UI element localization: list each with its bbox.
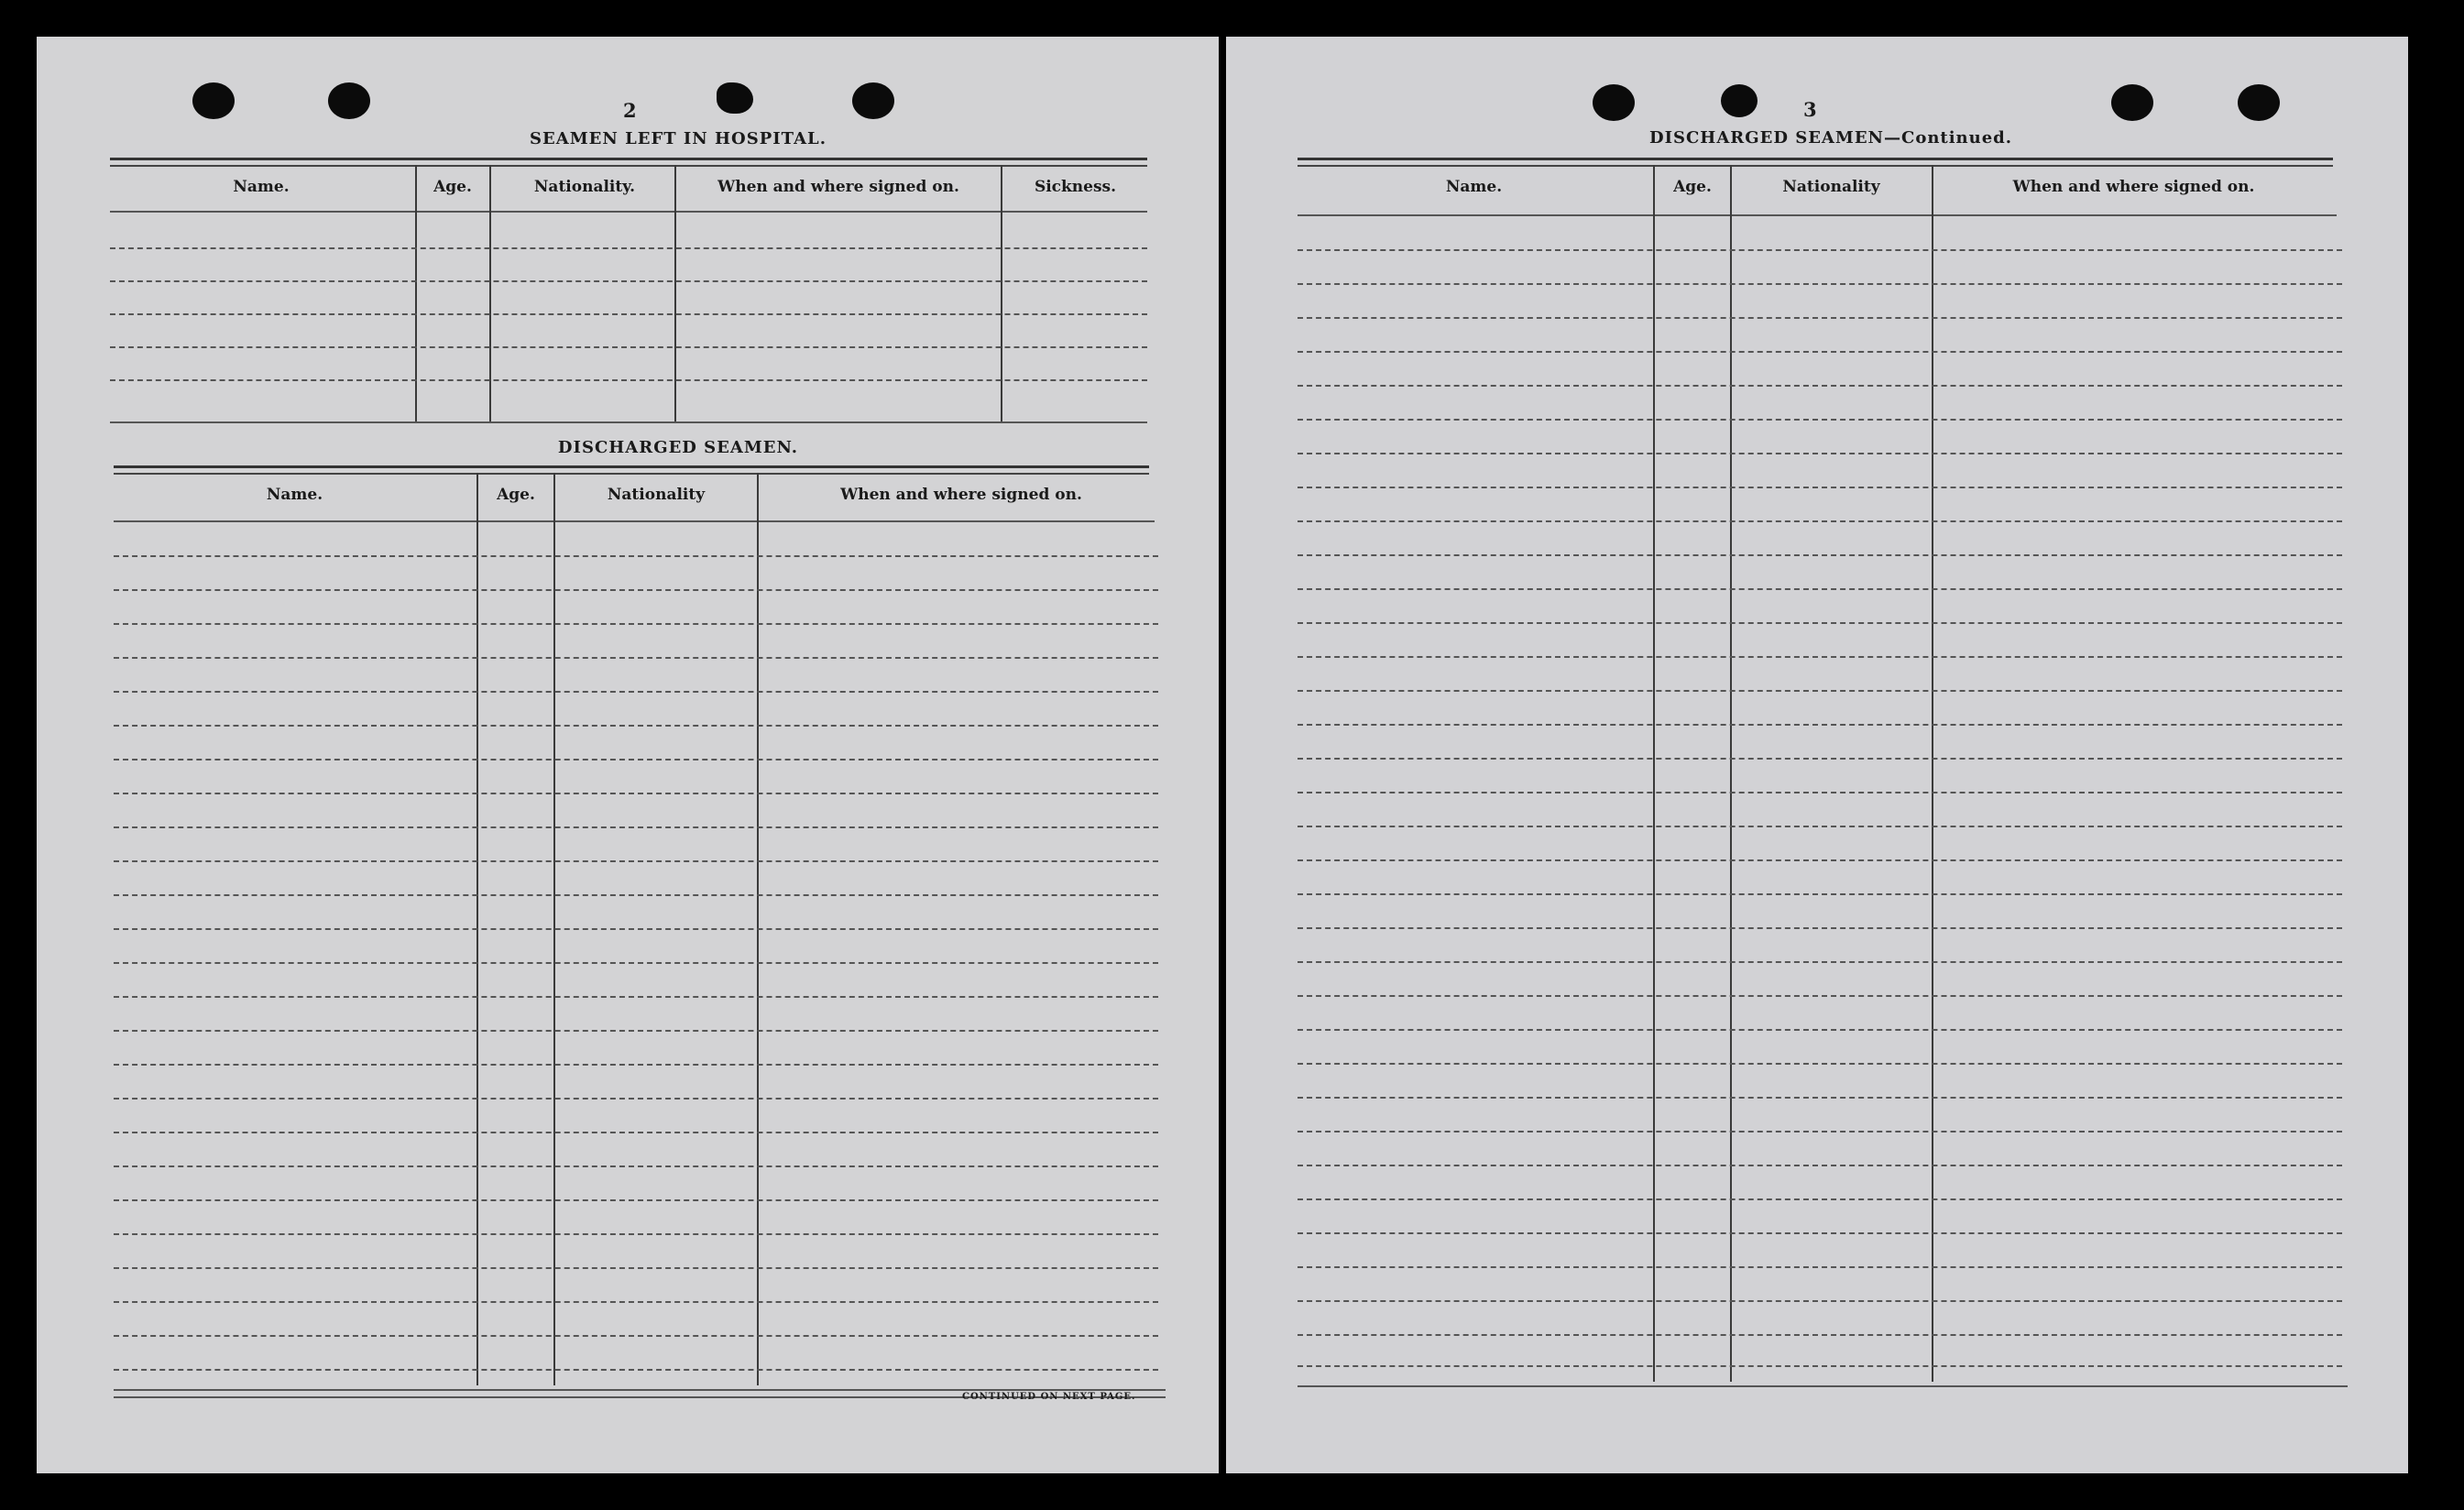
page-number: 2 [623, 99, 637, 122]
column-header-age: Age. [433, 178, 472, 196]
punch-hole [2238, 84, 2280, 121]
punch-hole [1593, 84, 1635, 121]
discharged-continued-table [1298, 158, 2397, 1440]
column-header-signed-on: When and where signed on. [2012, 178, 2255, 196]
discharged-table [114, 465, 1167, 1437]
discharged-continued-title: DISCHARGED SEAMEN—Continued. [1648, 128, 2013, 148]
punch-hole [852, 82, 894, 119]
column-header-signed-on: When and where signed on. [840, 486, 1082, 504]
punch-hole [328, 82, 370, 119]
punch-hole [192, 82, 235, 119]
form-page-left [37, 37, 1219, 1473]
column-header-age: Age. [497, 486, 535, 504]
column-header-age: Age. [1673, 178, 1712, 196]
continued-note: CONTINUED ON NEXT PAGE. [962, 1392, 1136, 1402]
column-header-signed-on: When and where signed on. [717, 178, 959, 196]
punch-hole [717, 82, 753, 114]
column-header-name: Name. [266, 486, 323, 504]
hospital-section-title: SEAMEN LEFT IN HOSPITAL. [530, 129, 827, 148]
hospital-table [110, 158, 1147, 469]
punch-hole [2111, 84, 2153, 121]
column-header-nationality: Nationality [1782, 178, 1880, 196]
punch-hole [1721, 84, 1758, 117]
column-header-name: Name. [233, 178, 290, 196]
form-page-right [1226, 37, 2408, 1473]
column-header-nationality: Nationality. [533, 178, 636, 196]
column-header-nationality: Nationality [607, 486, 706, 504]
column-header-name: Name. [1445, 178, 1503, 196]
column-header-sickness: Sickness. [1034, 178, 1117, 196]
discharged-section-title: DISCHARGED SEAMEN. [557, 438, 799, 457]
page-number: 3 [1803, 98, 1817, 121]
